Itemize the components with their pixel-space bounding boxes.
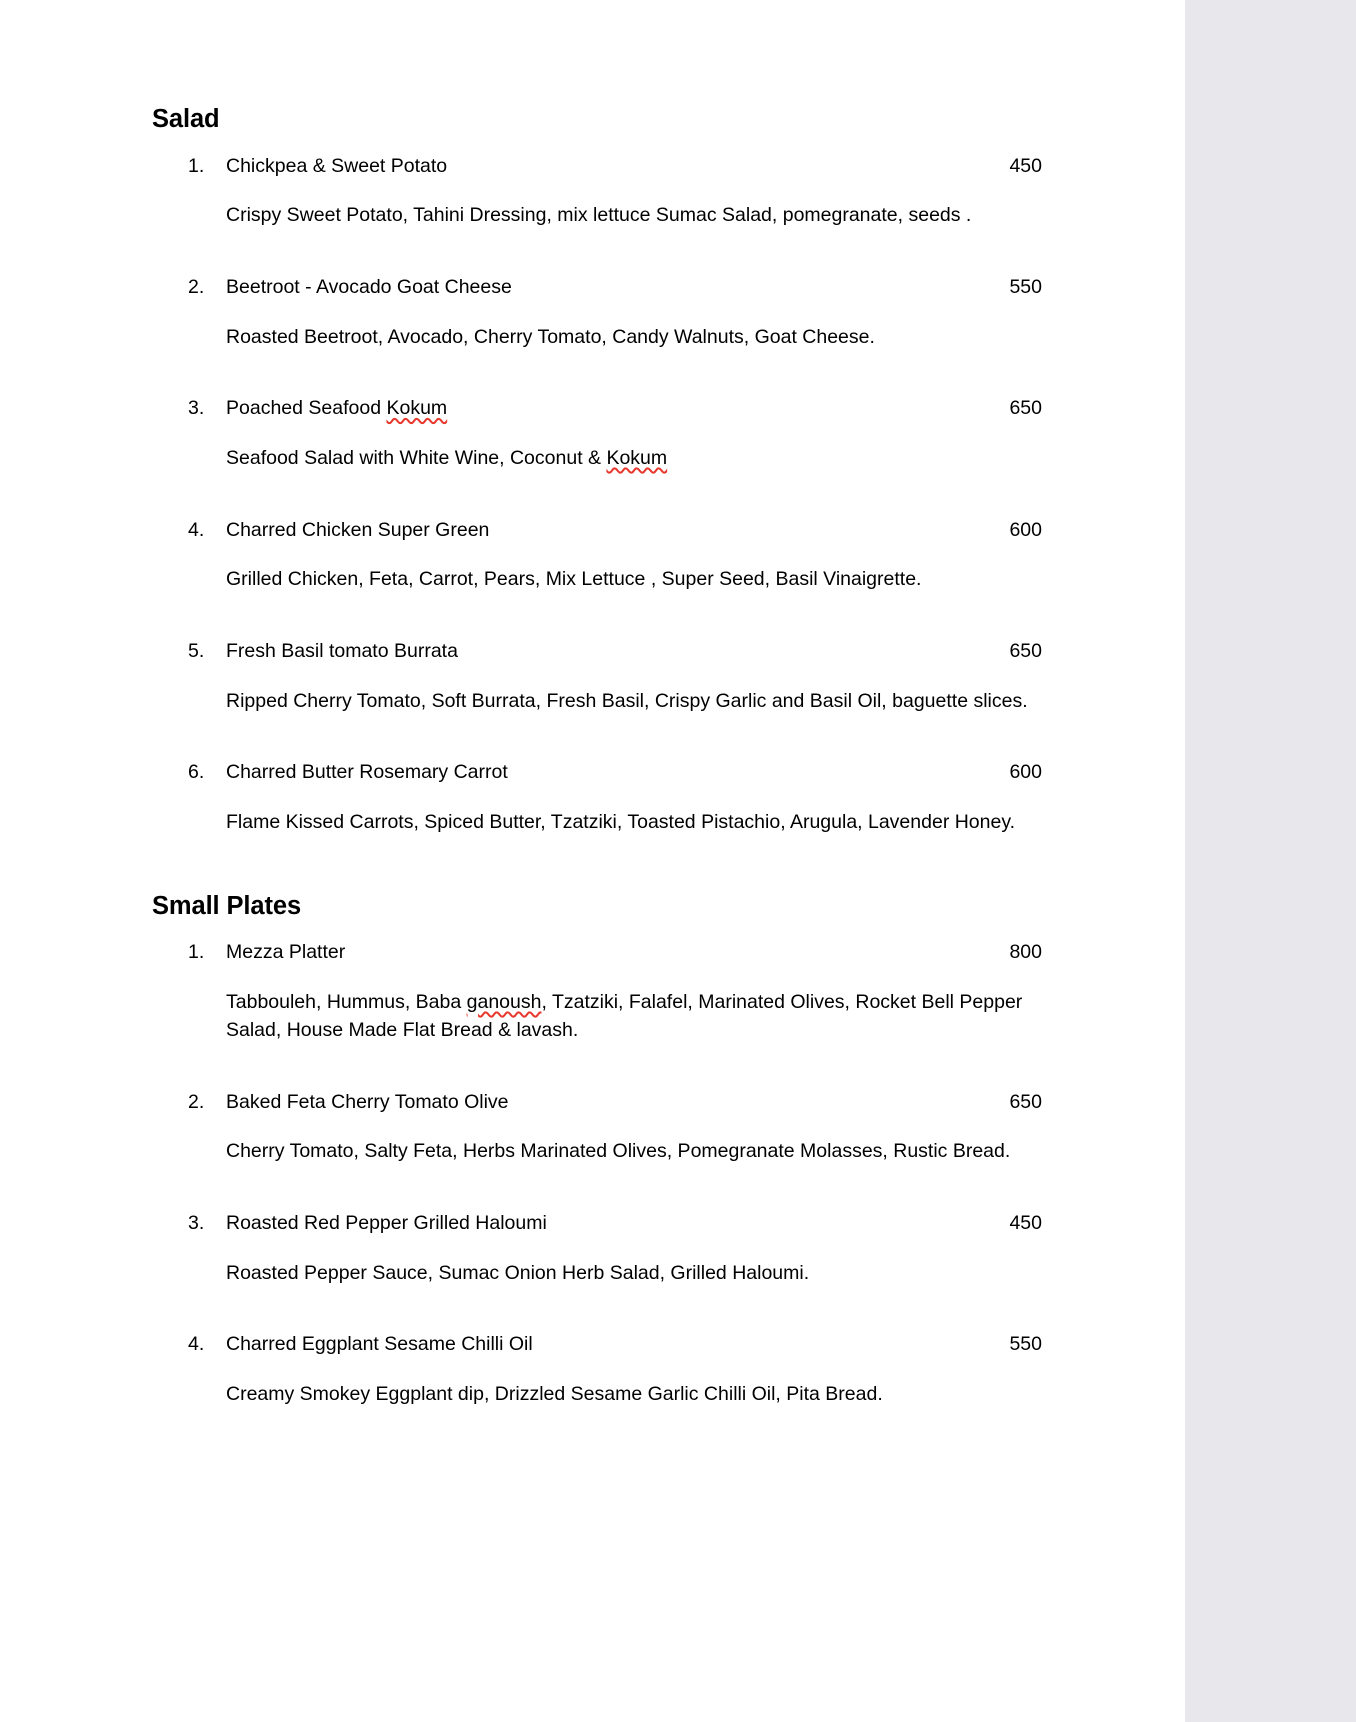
page-margin-right <box>1185 0 1356 1722</box>
item-description <box>226 445 1042 473</box>
item-number: 4. <box>188 518 205 541</box>
item-name: Mezza Platter <box>226 941 346 964</box>
item-description: Cherry Tomato, Salty Feta, Herbs Marinated Olives, Pomegranate Molasses, Rustic Bread. <box>226 1140 1011 1163</box>
item-number: 3. <box>188 1211 205 1234</box>
menu-item <box>152 638 1042 715</box>
item-name <box>226 395 467 423</box>
item-number: 3. <box>188 397 205 420</box>
item-name: Beetroot - Avocado Goat Cheese <box>226 275 512 298</box>
item-price: 800 <box>1009 941 1042 964</box>
item-price: 600 <box>1009 761 1042 784</box>
item-header-row <box>226 517 1042 545</box>
item-price: 450 <box>1009 1211 1042 1234</box>
item-header-row <box>226 939 1042 967</box>
item-price: 550 <box>1009 1333 1042 1356</box>
menu-section-small-plates <box>152 891 1042 1409</box>
item-name: Charred Eggplant Sesame Chilli Oil <box>226 1333 533 1356</box>
item-description-text: Seafood Salad with White Wine, Coconut & <box>226 447 607 470</box>
item-header-row <box>226 759 1042 787</box>
item-name: Fresh Basil tomato Burrata <box>226 640 458 663</box>
item-header-row <box>226 153 1042 181</box>
item-header-row <box>226 638 1042 666</box>
item-header-row <box>226 1210 1042 1238</box>
item-header-row <box>226 274 1042 302</box>
menu-item <box>152 759 1042 836</box>
item-price: 650 <box>1009 1090 1042 1113</box>
item-number: 1. <box>188 941 205 964</box>
item-description: Grilled Chicken, Feta, Carrot, Pears, Mix Lettuce , Super Seed, Basil Vinaigrette. <box>226 568 922 591</box>
section-title: Small Plates <box>152 891 302 920</box>
item-number: 1. <box>188 154 205 177</box>
item-price: 650 <box>1009 640 1042 663</box>
item-header-row <box>226 1331 1042 1359</box>
item-price: 650 <box>1009 397 1042 420</box>
item-description: Crispy Sweet Potato, Tahini Dressing, mix lettuce Sumac Salad, pomegranate, seeds . <box>226 204 972 227</box>
item-description <box>226 989 1042 1044</box>
item-price: 550 <box>1009 275 1042 298</box>
menu-item <box>152 1331 1042 1408</box>
menu-item <box>152 1210 1042 1287</box>
menu-item <box>152 153 1042 230</box>
item-header-row <box>226 1089 1042 1117</box>
item-name: Chickpea & Sweet Potato <box>226 154 448 177</box>
item-description: Ripped Cherry Tomato, Soft Burrata, Fresh Basil, Crispy Garlic and Basil Oil, baguette slices. <box>226 689 1028 712</box>
item-name: Baked Feta Cherry Tomato Olive <box>226 1090 509 1113</box>
item-description-text: , Tzatziki, Falafel, Marinated Olives, Rocket Bell Pepper Salad, House Made Flat Bread & lavash. <box>226 991 1023 1041</box>
menu-section-salad <box>152 104 1042 837</box>
item-description: Creamy Smokey Eggplant dip, Drizzled Sesame Garlic Chilli Oil, Pita Bread. <box>226 1382 883 1405</box>
menu-item <box>152 395 1042 472</box>
misspelled-word: ganoush <box>466 991 542 1014</box>
item-number: 5. <box>188 640 205 663</box>
misspelled-word: Kokum <box>606 447 668 470</box>
menu-item-list <box>152 939 1042 1408</box>
misspelled-word: Kokum <box>386 397 448 420</box>
item-number: 4. <box>188 1333 205 1356</box>
item-price: 450 <box>1009 154 1042 177</box>
menu-item <box>152 939 1042 1044</box>
item-number: 6. <box>188 761 205 784</box>
section-title: Salad <box>152 105 220 133</box>
menu-item-list <box>152 153 1042 837</box>
item-description: Roasted Pepper Sauce, Sumac Onion Herb Salad, Grilled Haloumi. <box>226 1261 810 1284</box>
menu-item <box>152 274 1042 351</box>
item-description-text: Tabbouleh, Hummus, Baba <box>226 991 467 1014</box>
item-description: Roasted Beetroot, Avocado, Cherry Tomato, Candy Walnuts, Goat Cheese. <box>226 325 875 348</box>
document-content <box>152 104 1042 1409</box>
item-number: 2. <box>188 1090 205 1113</box>
item-name-text: Poached Seafood <box>226 397 387 420</box>
menu-item <box>152 517 1042 594</box>
item-price: 600 <box>1009 518 1042 541</box>
item-description: Flame Kissed Carrots, Spiced Butter, Tzatziki, Toasted Pistachio, Arugula, Lavender Honey. <box>226 811 1016 834</box>
item-name: Charred Butter Rosemary Carrot <box>226 761 508 784</box>
item-name: Roasted Red Pepper Grilled Haloumi <box>226 1211 547 1234</box>
item-name: Charred Chicken Super Green <box>226 518 490 541</box>
item-number: 2. <box>188 275 205 298</box>
menu-item <box>152 1089 1042 1166</box>
item-header-row <box>226 395 1042 423</box>
